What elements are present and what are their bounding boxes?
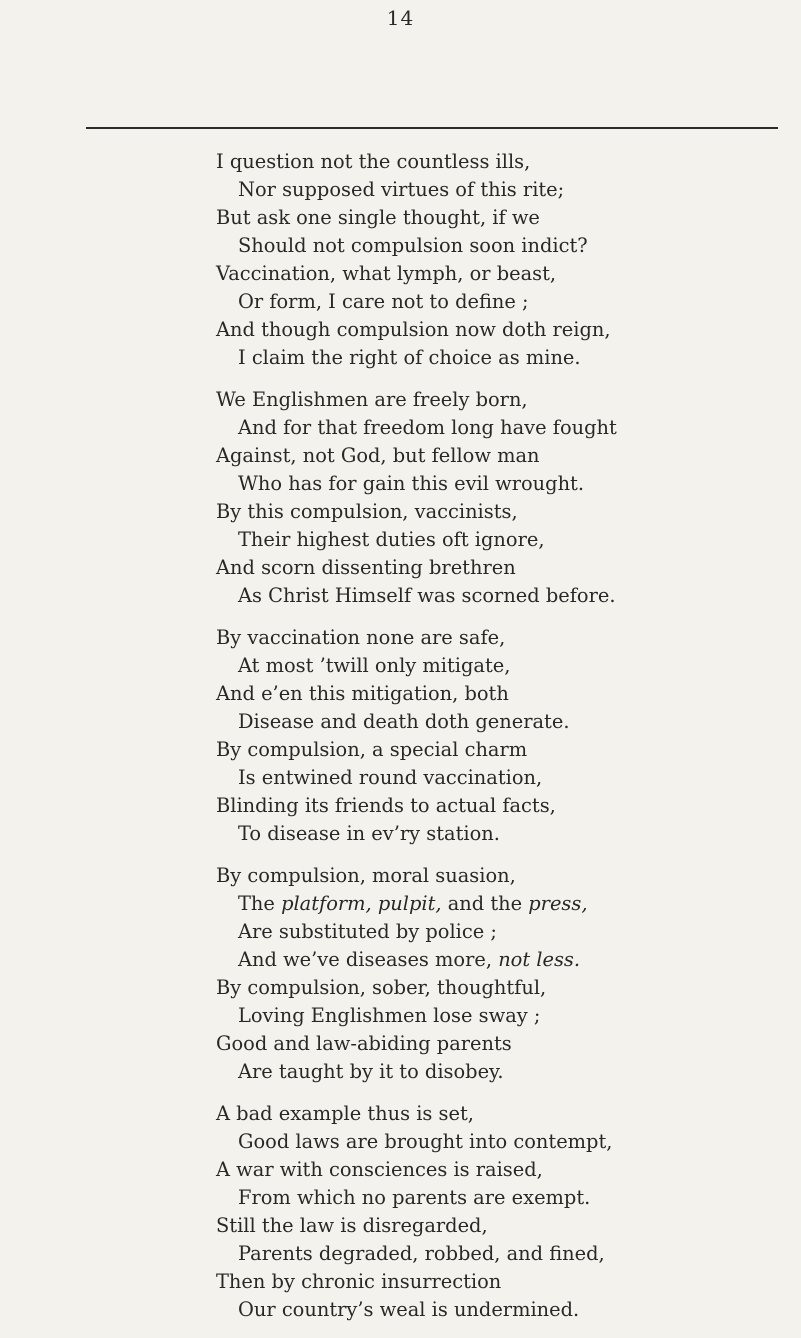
poem-line: Then by chronic insurrection: [216, 1270, 502, 1293]
poem-line: Good and law-abiding parents: [216, 1032, 512, 1055]
poem-line: Their highest duties oft ignore,: [238, 528, 545, 551]
poem-line: A war with consciences is raised,: [216, 1158, 543, 1181]
poem-line: By vaccination none are safe,: [216, 626, 506, 649]
stanza: [216, 624, 786, 848]
poem-line: Vaccination, what lymph, or beast,: [216, 262, 557, 285]
poem-line: Or form, I care not to define ;: [238, 290, 529, 313]
poem-line: Against, not God, but fellow man: [216, 444, 540, 467]
poem-line: Is entwined round vaccination,: [238, 766, 543, 789]
poem-line: [216, 946, 786, 974]
poem-line: I claim the right of choice as mine.: [238, 346, 581, 369]
stanza: [216, 862, 786, 1086]
italic-segment: platform, pulpit,: [281, 892, 442, 915]
page-number: 14: [386, 6, 415, 30]
poem-line: Still the law is disregarded,: [216, 1214, 488, 1237]
stanza: [216, 148, 786, 372]
italic-segment: press,: [528, 892, 588, 915]
poem-line: By compulsion, a special charm: [216, 738, 528, 761]
poem-line: We Englishmen are freely born,: [216, 388, 528, 411]
poem-line: Disease and death doth generate.: [238, 710, 570, 733]
poem-line: Our country’s weal is undermined.: [238, 1298, 580, 1321]
poem-line: By compulsion, moral suasion,: [216, 864, 516, 887]
text-segment: and the: [441, 892, 529, 915]
poem-line: And though compulsion now doth reign,: [216, 318, 611, 341]
poem-line: At most ’twill only mitigate,: [238, 654, 511, 677]
poem-line: Are taught by it to disobey.: [238, 1060, 504, 1083]
poem-line: Nor supposed virtues of this rite;: [238, 178, 565, 201]
italic-segment: not less.: [498, 948, 581, 971]
poem-line: By this compulsion, vaccinists,: [216, 500, 518, 523]
poem-line: To disease in ev’ry station.: [238, 822, 500, 845]
poem-line: Who has for gain this evil wrought.: [238, 472, 585, 495]
poem-line: Loving Englishmen lose sway ;: [238, 1004, 541, 1027]
poem-line: And scorn dissenting brethren: [216, 556, 516, 579]
poem: [216, 148, 786, 1338]
poem-line: A bad example thus is set,: [216, 1102, 474, 1125]
text-segment: And we’ve diseases more,: [238, 948, 499, 971]
poem-line: Blinding its friends to actual facts,: [216, 794, 556, 817]
poem-line: Are substituted by police ;: [238, 920, 497, 943]
poem-line: By compulsion, sober, thoughtful,: [216, 976, 547, 999]
stanza: [216, 1100, 786, 1324]
poem-line: And e’en this mitigation, both: [216, 682, 509, 705]
poem-line: Parents degraded, robbed, and fined,: [238, 1242, 605, 1265]
poem-line: [216, 890, 786, 918]
poem-line: Good laws are brought into contempt,: [238, 1130, 613, 1153]
poem-line: I question not the countless ills,: [216, 150, 531, 173]
stanza: [216, 386, 786, 610]
poem-line: And for that freedom long have fought: [238, 416, 617, 439]
header-rule: [86, 127, 778, 129]
poem-line: From which no parents are exempt.: [238, 1186, 591, 1209]
text-segment: The: [238, 892, 282, 915]
poem-line: But ask one single thought, if we: [216, 206, 540, 229]
poem-line: Should not compulsion soon indict?: [238, 234, 588, 257]
poem-line: As Christ Himself was scorned before.: [238, 584, 616, 607]
